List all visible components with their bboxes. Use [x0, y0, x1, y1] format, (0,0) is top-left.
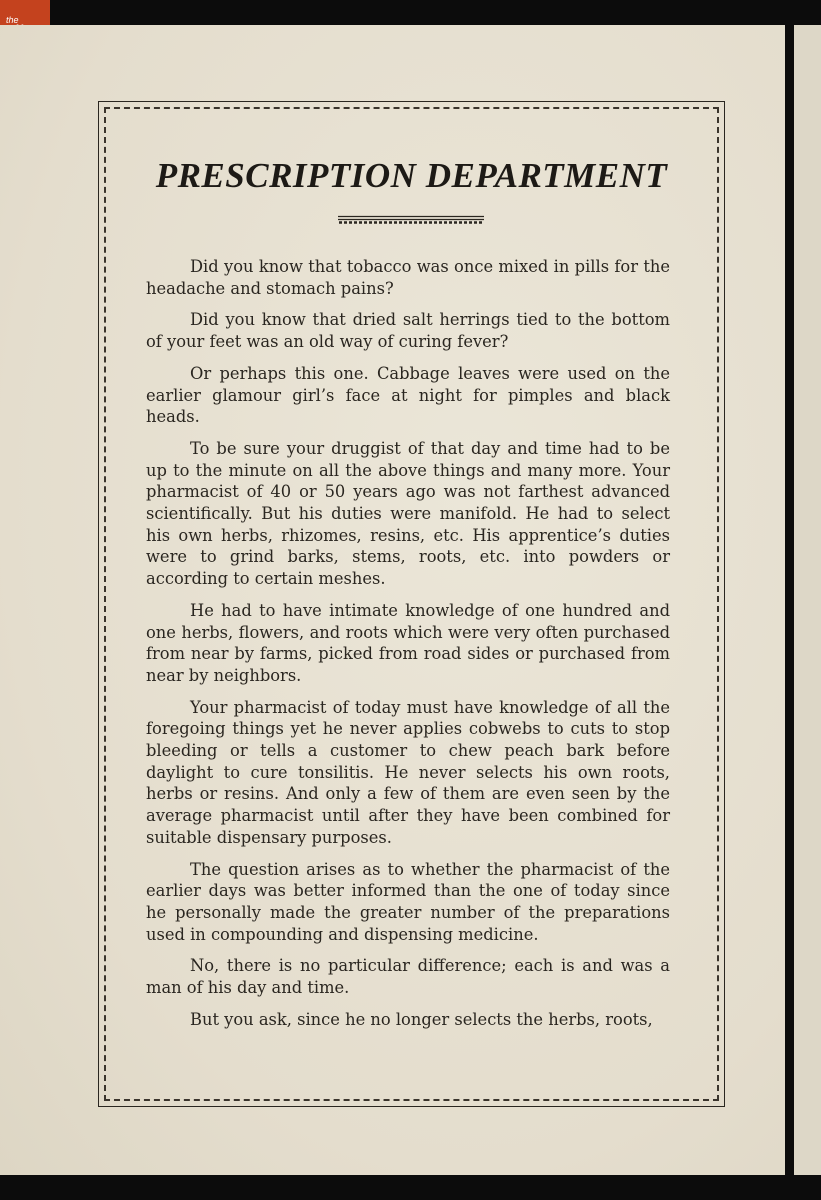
paragraph: But you ask, since he no longer selects the herbs, roots,: [190, 1009, 653, 1029]
logo-text-the: the: [6, 15, 19, 25]
paragraph: He had to have intimate knowledge of one hundred and one herbs, flowers, and roots which were very often purchased from near by farms, picked from road sides or purchased from near by neighbors.: [146, 600, 670, 685]
paragraph: To be sure your druggist of that day and time had to be up to the minute on all the above things and many more. Your pharmacist of 40 or 50 years ago was not farthest advanced scientifically. But his duties were manifold. He had to select his own herbs, rhizomes, resins, etc. His apprentice’s duties were to grind barks, stems, roots, etc. into powders or according to certain meshes.: [146, 438, 670, 589]
adjacent-page-edge: [794, 25, 821, 1175]
paragraph: The question arises as to whether the pharmacist of the earlier days was better informed than the one of today since he personally made the greater number of the preparations used in compounding and dispensing medicine.: [146, 859, 670, 944]
paragraph: No, there is no particular difference; each is and was a man of his day and time.: [146, 956, 670, 998]
paragraph: Your pharmacist of today must have knowledge of all the foregoing things yet he never applies cobwebs to cuts to stop bleeding or tells a customer to chew peach bark before daylight to cure tonsilitis. He never selects his own roots, herbs or resins. And only a few of them are even seen by the average pharmacist until after they have been combined for suitable dispensary purposes.: [146, 697, 670, 847]
title-divider: [337, 215, 485, 225]
paragraph: Did you know that tobacco was once mixed in pills for the headache and stomach pains?: [146, 257, 670, 298]
paragraph: Or perhaps this one. Cabbage leaves were used on the earlier glamour girl’s face at night for pimples and black heads.: [146, 363, 670, 427]
paragraph: Did you know that dried salt herrings tied to the bottom of your feet was an old way of curing fever?: [146, 310, 670, 352]
page-title: PRESCRIPTION DEPARTMENT: [155, 156, 668, 195]
article-body: [146, 256, 670, 1041]
